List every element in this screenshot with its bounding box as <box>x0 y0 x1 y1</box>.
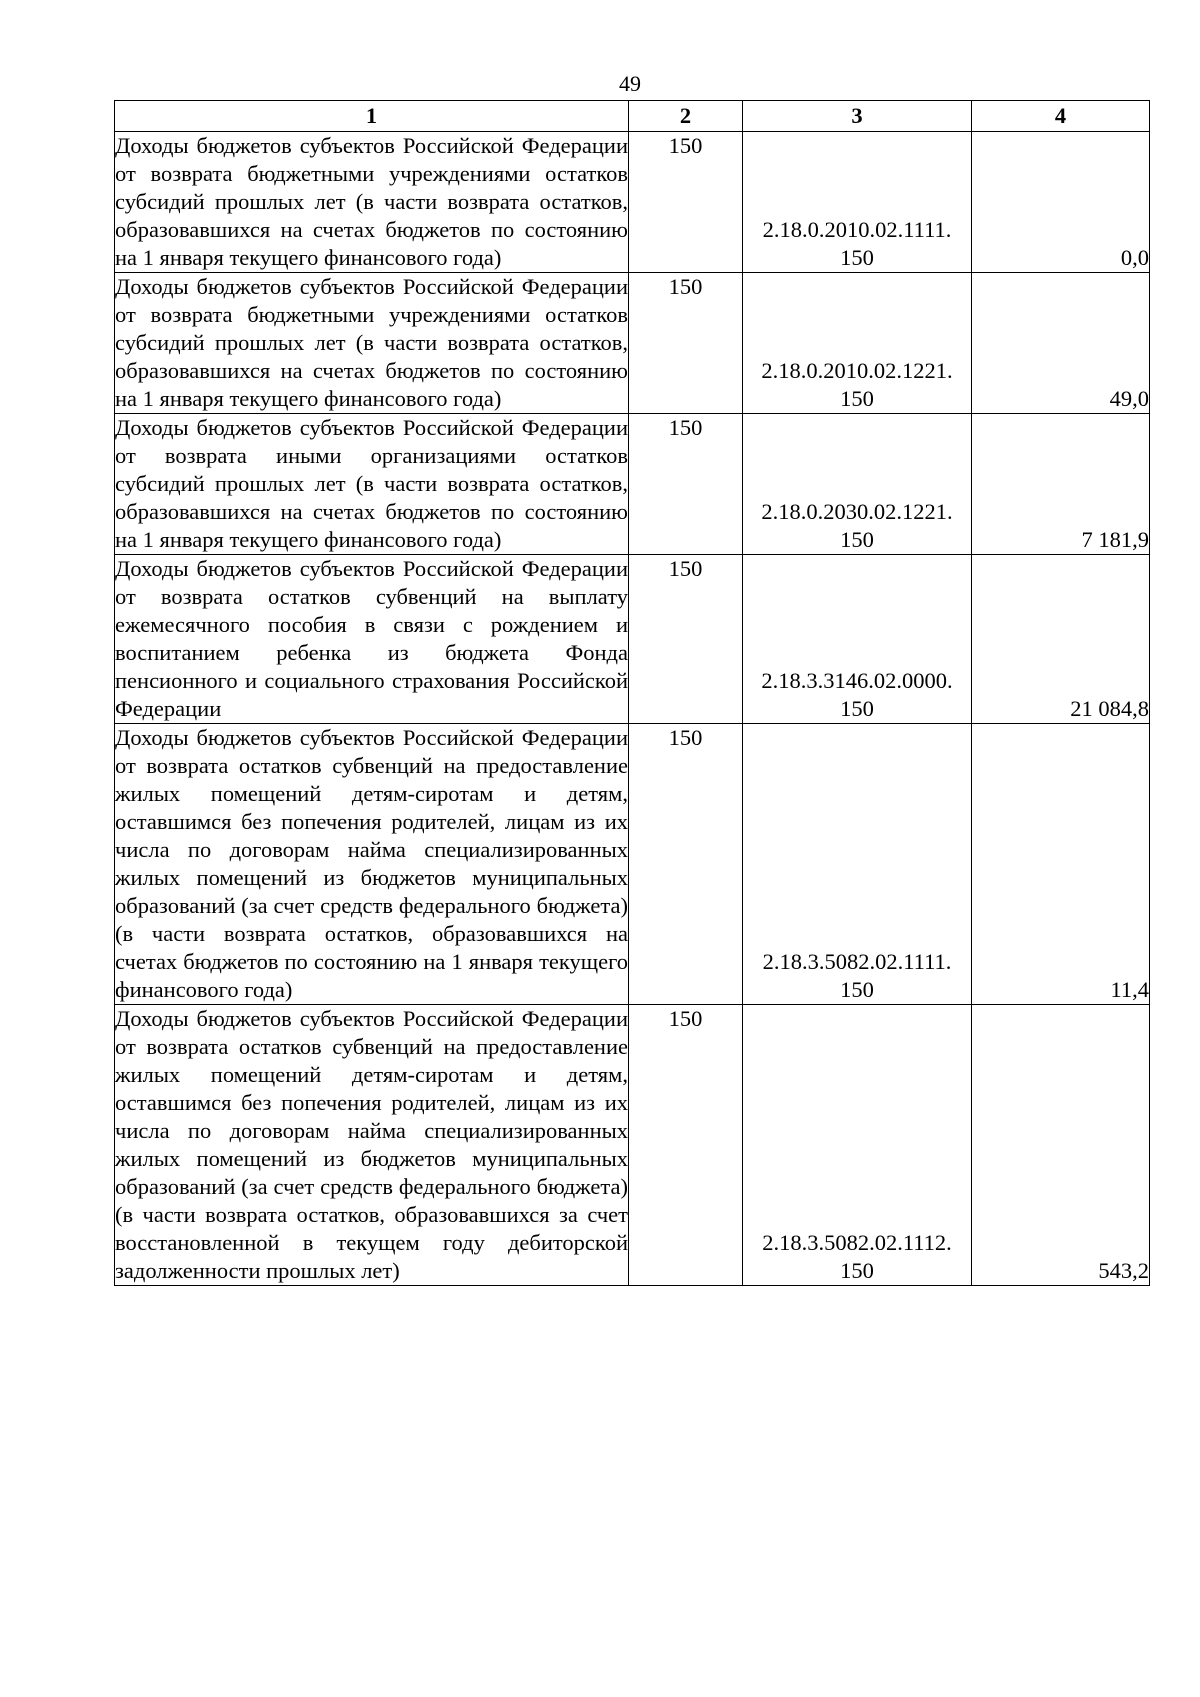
table-row <box>115 555 1150 724</box>
table-row <box>115 414 1150 555</box>
column-header: 2 <box>629 101 743 132</box>
amount-cell: 543,2 <box>972 1005 1150 1286</box>
code-part: 150 <box>840 386 874 411</box>
code-part: 150 <box>840 1258 874 1283</box>
group-cell: 150 <box>629 555 743 724</box>
description-cell: Доходы бюджетов субъектов Российской Федерации от возврата бюджетными учреждениями остатков субсидий прошлых лет (в части возврата остатков, образовавшихся на счетах бюджетов по состоянию на 1 января текущего финансового года) <box>115 132 629 273</box>
amount-cell: 0,0 <box>972 132 1150 273</box>
description-cell: Доходы бюджетов субъектов Российской Федерации от возврата остатков субвенций на предоставление жилых помещений детям-сиротам и детям, оставшимся без попечения родителей, лицам из их числа по договорам найма специализированных жилых помещений из бюджетов муниципальных образований (за счет средств федерального бюджета) (в части возврата остатков, образовавшихся на счетах бюджетов по состоянию на 1 января текущего финансового года) <box>115 724 629 1005</box>
code-part: 2.18.3.5082.02.1112. <box>762 1230 952 1255</box>
group-cell: 150 <box>629 724 743 1005</box>
group-cell: 150 <box>629 273 743 414</box>
code-part: 2.18.3.3146.02.0000. <box>761 668 953 693</box>
budget-table <box>114 100 1150 1286</box>
code-cell <box>743 724 972 1005</box>
table-row <box>115 132 1150 273</box>
amount-cell: 7 181,9 <box>972 414 1150 555</box>
amount-cell: 21 084,8 <box>972 555 1150 724</box>
amount-cell: 49,0 <box>972 273 1150 414</box>
table-row <box>115 273 1150 414</box>
group-cell: 150 <box>629 132 743 273</box>
table-header-row <box>115 101 1150 132</box>
code-part: 2.18.0.2010.02.1221. <box>761 358 953 383</box>
code-part: 150 <box>840 977 874 1002</box>
amount-cell: 11,4 <box>972 724 1150 1005</box>
code-cell <box>743 555 972 724</box>
code-cell <box>743 414 972 555</box>
description-cell: Доходы бюджетов субъектов Российской Федерации от возврата бюджетными учреждениями остатков субсидий прошлых лет (в части возврата остатков, образовавшихся на счетах бюджетов по состоянию на 1 января текущего финансового года) <box>115 273 629 414</box>
description-cell: Доходы бюджетов субъектов Российской Федерации от возврата остатков субвенций на выплату ежемесячного пособия в связи с рождением и воспитанием ребенка из бюджета Фонда пенсионного и социального страхования Российской Федерации <box>115 555 629 724</box>
code-cell <box>743 273 972 414</box>
table-row <box>115 1005 1150 1286</box>
page-number: 49 <box>619 71 641 96</box>
group-cell: 150 <box>629 414 743 555</box>
code-cell <box>743 132 972 273</box>
code-part: 2.18.0.2010.02.1111. <box>762 217 952 242</box>
column-header: 1 <box>115 101 629 132</box>
description-cell: Доходы бюджетов субъектов Российской Федерации от возврата иными организациями остатков субсидий прошлых лет (в части возврата остатков, образовавшихся на счетах бюджетов по состоянию на 1 января текущего финансового года) <box>115 414 629 555</box>
table-row <box>115 724 1150 1005</box>
code-part: 2.18.0.2030.02.1221. <box>761 499 953 524</box>
code-part: 150 <box>840 245 874 270</box>
column-header: 4 <box>972 101 1150 132</box>
column-header: 3 <box>743 101 972 132</box>
code-part: 150 <box>840 696 874 721</box>
code-part: 2.18.3.5082.02.1111. <box>762 949 952 974</box>
group-cell: 150 <box>629 1005 743 1286</box>
description-cell: Доходы бюджетов субъектов Российской Федерации от возврата остатков субвенций на предоставление жилых помещений детям-сиротам и детям, оставшимся без попечения родителей, лицам из их числа по договорам найма специализированных жилых помещений из бюджетов муниципальных образований (за счет средств федерального бюджета) (в части возврата остатков, образовавшихся за счет восстановленной в текущем году дебиторской задолженности прошлых лет) <box>115 1005 629 1286</box>
code-part: 150 <box>840 527 874 552</box>
code-cell <box>743 1005 972 1286</box>
